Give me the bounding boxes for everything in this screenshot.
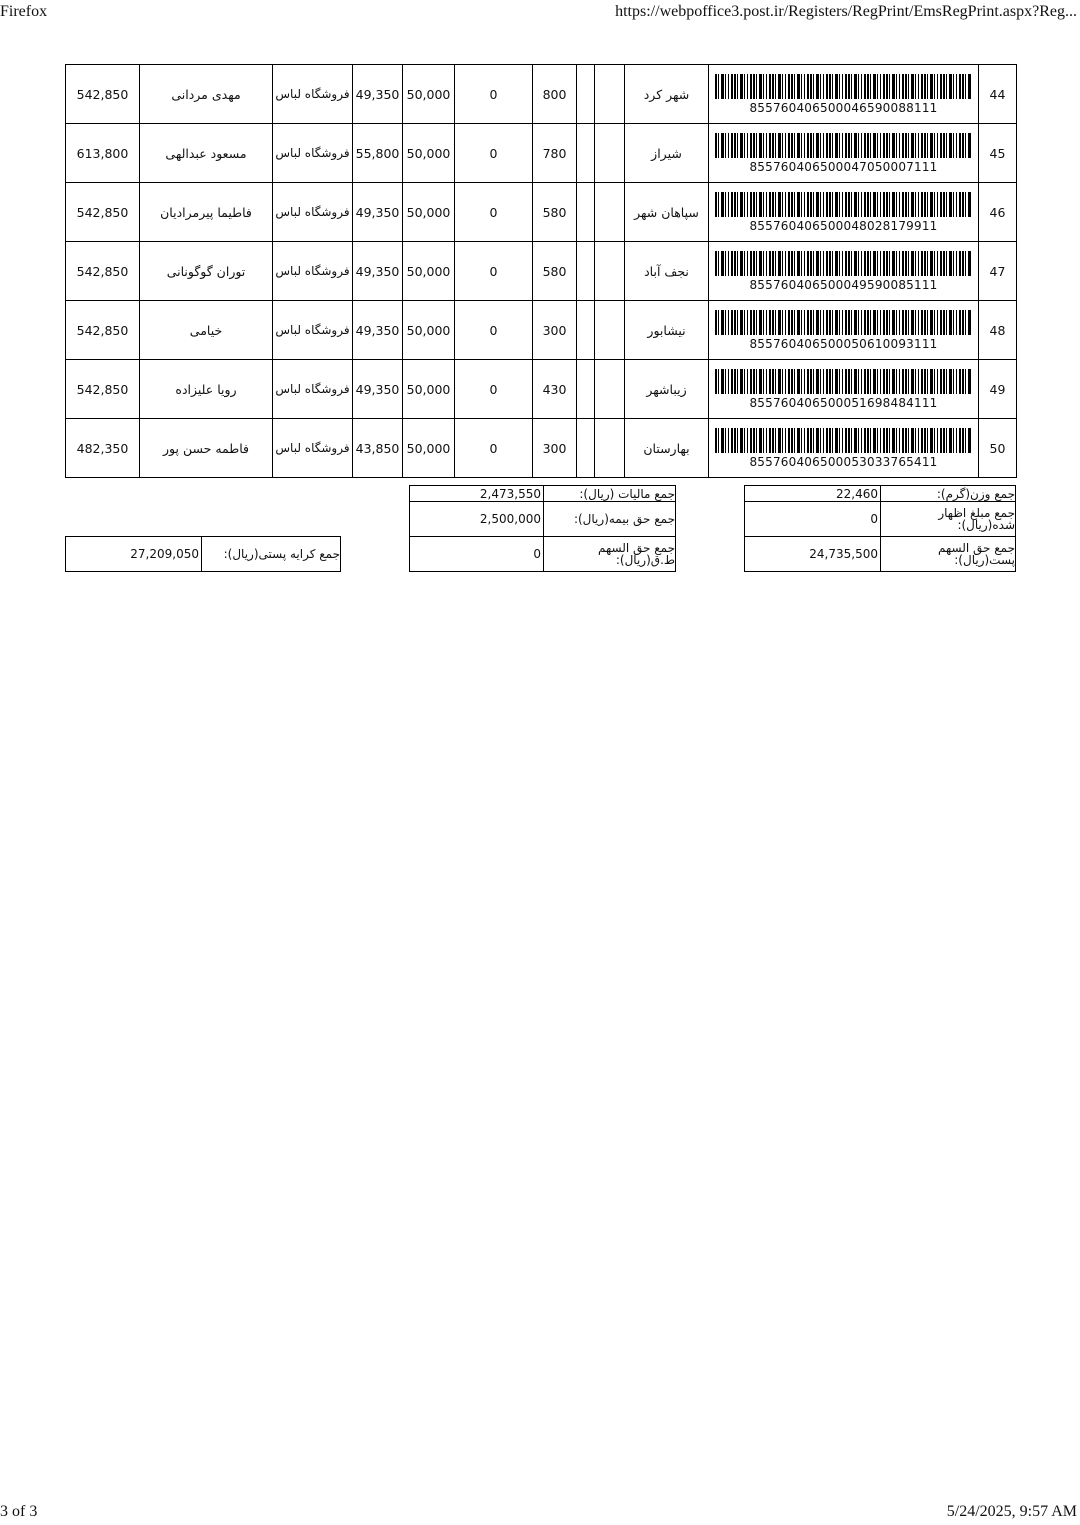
weight-cell: 580 — [533, 242, 577, 301]
recipient-name-cell: توران گوگونانی — [140, 242, 273, 301]
barcode-cell — [709, 360, 979, 419]
total-cell: 542,850 — [66, 65, 140, 124]
row-number-cell: 49 — [979, 360, 1017, 419]
row-number-cell: 48 — [979, 301, 1017, 360]
empty-cell — [577, 360, 595, 419]
sum-insurance-box — [409, 501, 676, 537]
destination-city-cell: بهارستان — [625, 419, 709, 478]
barcode-image — [715, 428, 972, 453]
page-indicator: 3 of 3 — [0, 1503, 38, 1520]
recipient-name-cell: مسعود عبدالهی — [140, 124, 273, 183]
empty-cell — [577, 183, 595, 242]
sum-declared-label: جمع مبلغ اظهار شده(ریال): — [938, 505, 1015, 532]
barcode-number: 855760406500051698484111 — [749, 395, 938, 410]
weight-cell: 780 — [533, 124, 577, 183]
destination-city-cell: زیباشهر — [625, 360, 709, 419]
empty-cell — [577, 65, 595, 124]
postage-fee-cell: 49,350 — [353, 242, 403, 301]
sum-postage-label: جمع کرایه پستی(ریال): — [223, 547, 340, 561]
table-row — [66, 301, 1017, 360]
category-cell: فروشگاه لباس — [273, 183, 353, 242]
row-number-cell: 45 — [979, 124, 1017, 183]
print-timestamp: 5/24/2025, 9:57 AM — [946, 1503, 1077, 1520]
postage-fee-cell: 43,850 — [353, 419, 403, 478]
declared-value-cell: 0 — [455, 183, 533, 242]
postage-fee-cell: 49,350 — [353, 301, 403, 360]
declared-value-cell: 0 — [455, 301, 533, 360]
insurance-cell: 50,000 — [403, 65, 455, 124]
sum-tq-label: جمع حق السهم ط.ق(ریال): — [597, 541, 675, 567]
row-number-cell: 46 — [979, 183, 1017, 242]
postage-fee-cell: 49,350 — [353, 360, 403, 419]
sum-declared-value: 0 — [745, 501, 881, 536]
barcode-cell — [709, 124, 979, 183]
sum-insurance-value: 2,500,000 — [410, 501, 544, 536]
empty-cell — [577, 419, 595, 478]
sum-declared-box — [744, 501, 1016, 537]
destination-city-cell: سپاهان شهر — [625, 183, 709, 242]
recipient-name-cell: رویا علیزاده — [140, 360, 273, 419]
barcode-cell — [709, 419, 979, 478]
table-row — [66, 419, 1017, 478]
declared-value-cell: 0 — [455, 360, 533, 419]
sum-postage-value: 27,209,050 — [66, 537, 202, 571]
category-cell: فروشگاه لباس — [273, 242, 353, 301]
empty-cell — [577, 124, 595, 183]
barcode-cell — [709, 65, 979, 124]
table-row — [66, 65, 1017, 124]
category-cell: فروشگاه لباس — [273, 65, 353, 124]
sum-weight-value: 22,460 — [745, 486, 881, 501]
row-number-cell: 44 — [979, 65, 1017, 124]
empty-cell — [595, 360, 625, 419]
empty-cell — [577, 242, 595, 301]
total-cell: 542,850 — [66, 301, 140, 360]
sum-tq-box — [409, 536, 676, 572]
sum-tax-box — [409, 485, 676, 502]
sum-weight-label: جمع وزن(گرم): — [936, 486, 1015, 501]
insurance-cell: 50,000 — [403, 242, 455, 301]
sum-post-share-value: 24,735,500 — [745, 537, 881, 571]
total-cell: 542,850 — [66, 183, 140, 242]
browser-app-name: Firefox — [0, 3, 48, 20]
declared-value-cell: 0 — [455, 242, 533, 301]
weight-cell: 300 — [533, 419, 577, 478]
barcode-number: 855760406500050610093111 — [749, 336, 938, 351]
barcode-image — [715, 192, 972, 217]
declared-value-cell: 0 — [455, 419, 533, 478]
postage-fee-cell: 49,350 — [353, 65, 403, 124]
table-row — [66, 360, 1017, 419]
total-cell: 482,350 — [66, 419, 140, 478]
barcode-cell — [709, 301, 979, 360]
insurance-cell: 50,000 — [403, 419, 455, 478]
recipient-name-cell: فاطمه حسن پور — [140, 419, 273, 478]
barcode-number: 855760406500048028179911 — [749, 218, 938, 233]
registration-table — [65, 64, 1017, 478]
insurance-cell: 50,000 — [403, 301, 455, 360]
category-cell: فروشگاه لباس — [273, 360, 353, 419]
empty-cell — [595, 183, 625, 242]
declared-value-cell: 0 — [455, 65, 533, 124]
empty-cell — [595, 419, 625, 478]
total-cell: 542,850 — [66, 360, 140, 419]
row-number-cell: 50 — [979, 419, 1017, 478]
sum-tax-value: 2,473,550 — [410, 486, 544, 501]
total-cell: 542,850 — [66, 242, 140, 301]
sum-insurance-label: جمع حق بیمه(ریال): — [573, 511, 675, 526]
category-cell: فروشگاه لباس — [273, 301, 353, 360]
barcode-number: 855760406500046590088111 — [749, 100, 938, 115]
insurance-cell: 50,000 — [403, 124, 455, 183]
sum-tq-value: 0 — [410, 537, 544, 571]
barcode-image — [715, 251, 972, 276]
category-cell: فروشگاه لباس — [273, 419, 353, 478]
sum-post-share-label: جمع حق السهم پست(ریال): — [937, 541, 1015, 567]
barcode-cell — [709, 183, 979, 242]
barcode-image — [715, 369, 972, 394]
destination-city-cell: شهر کرد — [625, 65, 709, 124]
row-number-cell: 47 — [979, 242, 1017, 301]
insurance-cell: 50,000 — [403, 183, 455, 242]
empty-cell — [577, 301, 595, 360]
category-cell: فروشگاه لباس — [273, 124, 353, 183]
empty-cell — [595, 301, 625, 360]
barcode-image — [715, 74, 972, 99]
weight-cell: 580 — [533, 183, 577, 242]
sum-tax-label: جمع مالیات (ریال): — [579, 486, 675, 501]
barcode-number: 855760406500053033765411 — [749, 454, 938, 469]
destination-city-cell: نجف آباد — [625, 242, 709, 301]
total-cell: 613,800 — [66, 124, 140, 183]
page-url: https://webpoffice3.post.ir/Registers/RegPrint/EmsRegPrint.aspx?Reg... — [615, 3, 1077, 20]
insurance-cell: 50,000 — [403, 360, 455, 419]
barcode-cell — [709, 242, 979, 301]
barcode-number: 855760406500049590085111 — [749, 277, 938, 292]
empty-cell — [595, 65, 625, 124]
table-row — [66, 183, 1017, 242]
barcode-number: 855760406500047050007111 — [749, 159, 938, 174]
empty-cell — [595, 124, 625, 183]
weight-cell: 800 — [533, 65, 577, 124]
barcode-image — [715, 310, 972, 335]
recipient-name-cell: خیامی — [140, 301, 273, 360]
table-row — [66, 124, 1017, 183]
recipient-name-cell: فاطیما پیرمرادیان — [140, 183, 273, 242]
empty-cell — [595, 242, 625, 301]
sum-weight-box — [744, 485, 1016, 502]
declared-value-cell: 0 — [455, 124, 533, 183]
weight-cell: 430 — [533, 360, 577, 419]
postage-fee-cell: 49,350 — [353, 183, 403, 242]
destination-city-cell: نیشابور — [625, 301, 709, 360]
sum-postage-box — [65, 536, 341, 572]
sum-post-share-box — [744, 536, 1016, 572]
table-row — [66, 242, 1017, 301]
postage-fee-cell: 55,800 — [353, 124, 403, 183]
recipient-name-cell: مهدی مردانی — [140, 65, 273, 124]
barcode-image — [715, 133, 972, 158]
destination-city-cell: شیراز — [625, 124, 709, 183]
weight-cell: 300 — [533, 301, 577, 360]
